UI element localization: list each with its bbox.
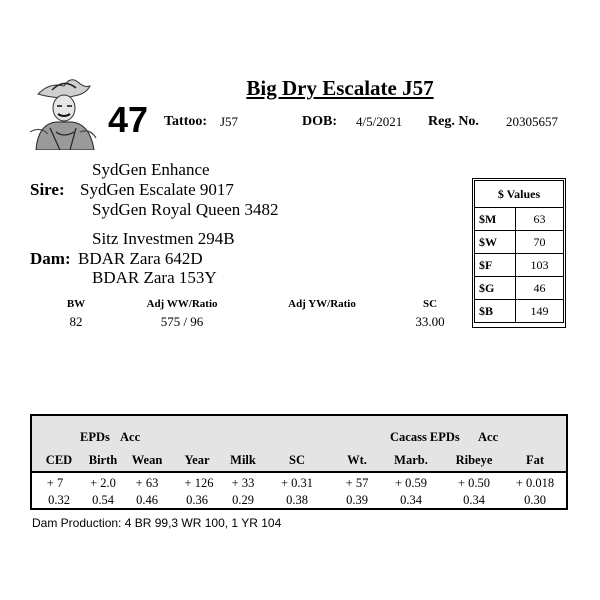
epd-table (30, 414, 568, 510)
epd-value: + 126 (184, 476, 214, 490)
epd-value: + 7 (46, 476, 64, 490)
col-wt: Wt. (347, 453, 367, 467)
col-ced: CED (45, 453, 73, 467)
dollar-value-row: $M 63 (475, 208, 564, 231)
epd-acc: 0.29 (232, 493, 254, 507)
col-ribeye: Ribeye (455, 453, 493, 467)
epd-value: + 0.018 (515, 476, 555, 490)
epd-acc: 0.30 (524, 493, 546, 507)
epd-acc: 0.46 (136, 493, 158, 507)
sire-label: Sire: (30, 180, 65, 199)
epd-value: + 0.59 (394, 476, 428, 490)
dollar-value-row: $W 70 (475, 231, 564, 254)
col-wean: Wean (131, 453, 163, 467)
carcass-epds-label: Cacass EPDs (390, 430, 460, 444)
tattoo-label: Tattoo: (164, 114, 208, 129)
epd-value: + 63 (135, 476, 159, 490)
epds-acc-label: Acc (120, 430, 141, 444)
col-birth: Birth (88, 453, 118, 467)
epds-label: EPDs (80, 430, 110, 444)
sire: SydGen Escalate 9017 (80, 180, 234, 199)
dollar-values-title: $ Values (475, 181, 564, 208)
col-fat: Fat (525, 453, 545, 467)
epd-acc: 0.34 (463, 493, 485, 507)
tattoo-value: J57 (220, 114, 239, 129)
dollar-value-row: $G 46 (475, 277, 564, 300)
epd-acc: 0.32 (48, 493, 70, 507)
epd-value: + 0.31 (280, 476, 314, 490)
dollar-value-row: $B 149 (475, 300, 564, 323)
lot-number: 47 (108, 99, 149, 140)
adj-ww-value: 575 / 96 (160, 314, 204, 329)
epd-acc: 0.39 (346, 493, 368, 507)
epd-value: + 0.50 (457, 476, 491, 490)
epd-acc: 0.38 (286, 493, 308, 507)
cowboy-logo-icon (30, 72, 98, 150)
sc-value: 33.00 (415, 314, 445, 329)
epd-value: + 57 (345, 476, 369, 490)
col-sc: SC (289, 453, 305, 467)
sc-label: SC (422, 298, 438, 310)
dollar-value-row: $F 103 (475, 254, 564, 277)
col-milk: Milk (230, 453, 256, 467)
col-marb: Marb. (394, 453, 428, 467)
epd-value: + 2.0 (90, 476, 116, 490)
dam-sire: Sitz Investmen 294B (92, 229, 235, 248)
epd-acc: 0.36 (186, 493, 208, 507)
epd-acc: 0.34 (400, 493, 422, 507)
bw-value: 82 (69, 314, 83, 329)
animal-name: Big Dry Escalate J57 (246, 76, 434, 100)
adj-yw-label: Adj YW/Ratio (288, 298, 356, 310)
bw-label: BW (66, 298, 86, 310)
dob-label: DOB: (302, 114, 337, 129)
dam: BDAR Zara 642D (78, 249, 203, 268)
dam-dam: BDAR Zara 153Y (92, 268, 217, 287)
col-year: Year (184, 453, 210, 467)
epd-value: + 33 (231, 476, 255, 490)
epd-acc: 0.54 (92, 493, 114, 507)
sire-dam: SydGen Royal Queen 3482 (92, 200, 279, 219)
dam-label: Dam: (30, 249, 71, 268)
dollar-values-table (474, 180, 564, 323)
reg-label: Reg. No. (428, 114, 479, 129)
sire-sire: SydGen Enhance (92, 160, 210, 179)
carcass-acc-label: Acc (478, 430, 499, 444)
dob-value: 4/5/2021 (356, 114, 403, 129)
dam-production: Dam Production: 4 BR 99,3 WR 100, 1 YR 104 (32, 516, 282, 530)
reg-value: 20305657 (506, 114, 558, 129)
adj-ww-label: Adj WW/Ratio (146, 298, 218, 310)
